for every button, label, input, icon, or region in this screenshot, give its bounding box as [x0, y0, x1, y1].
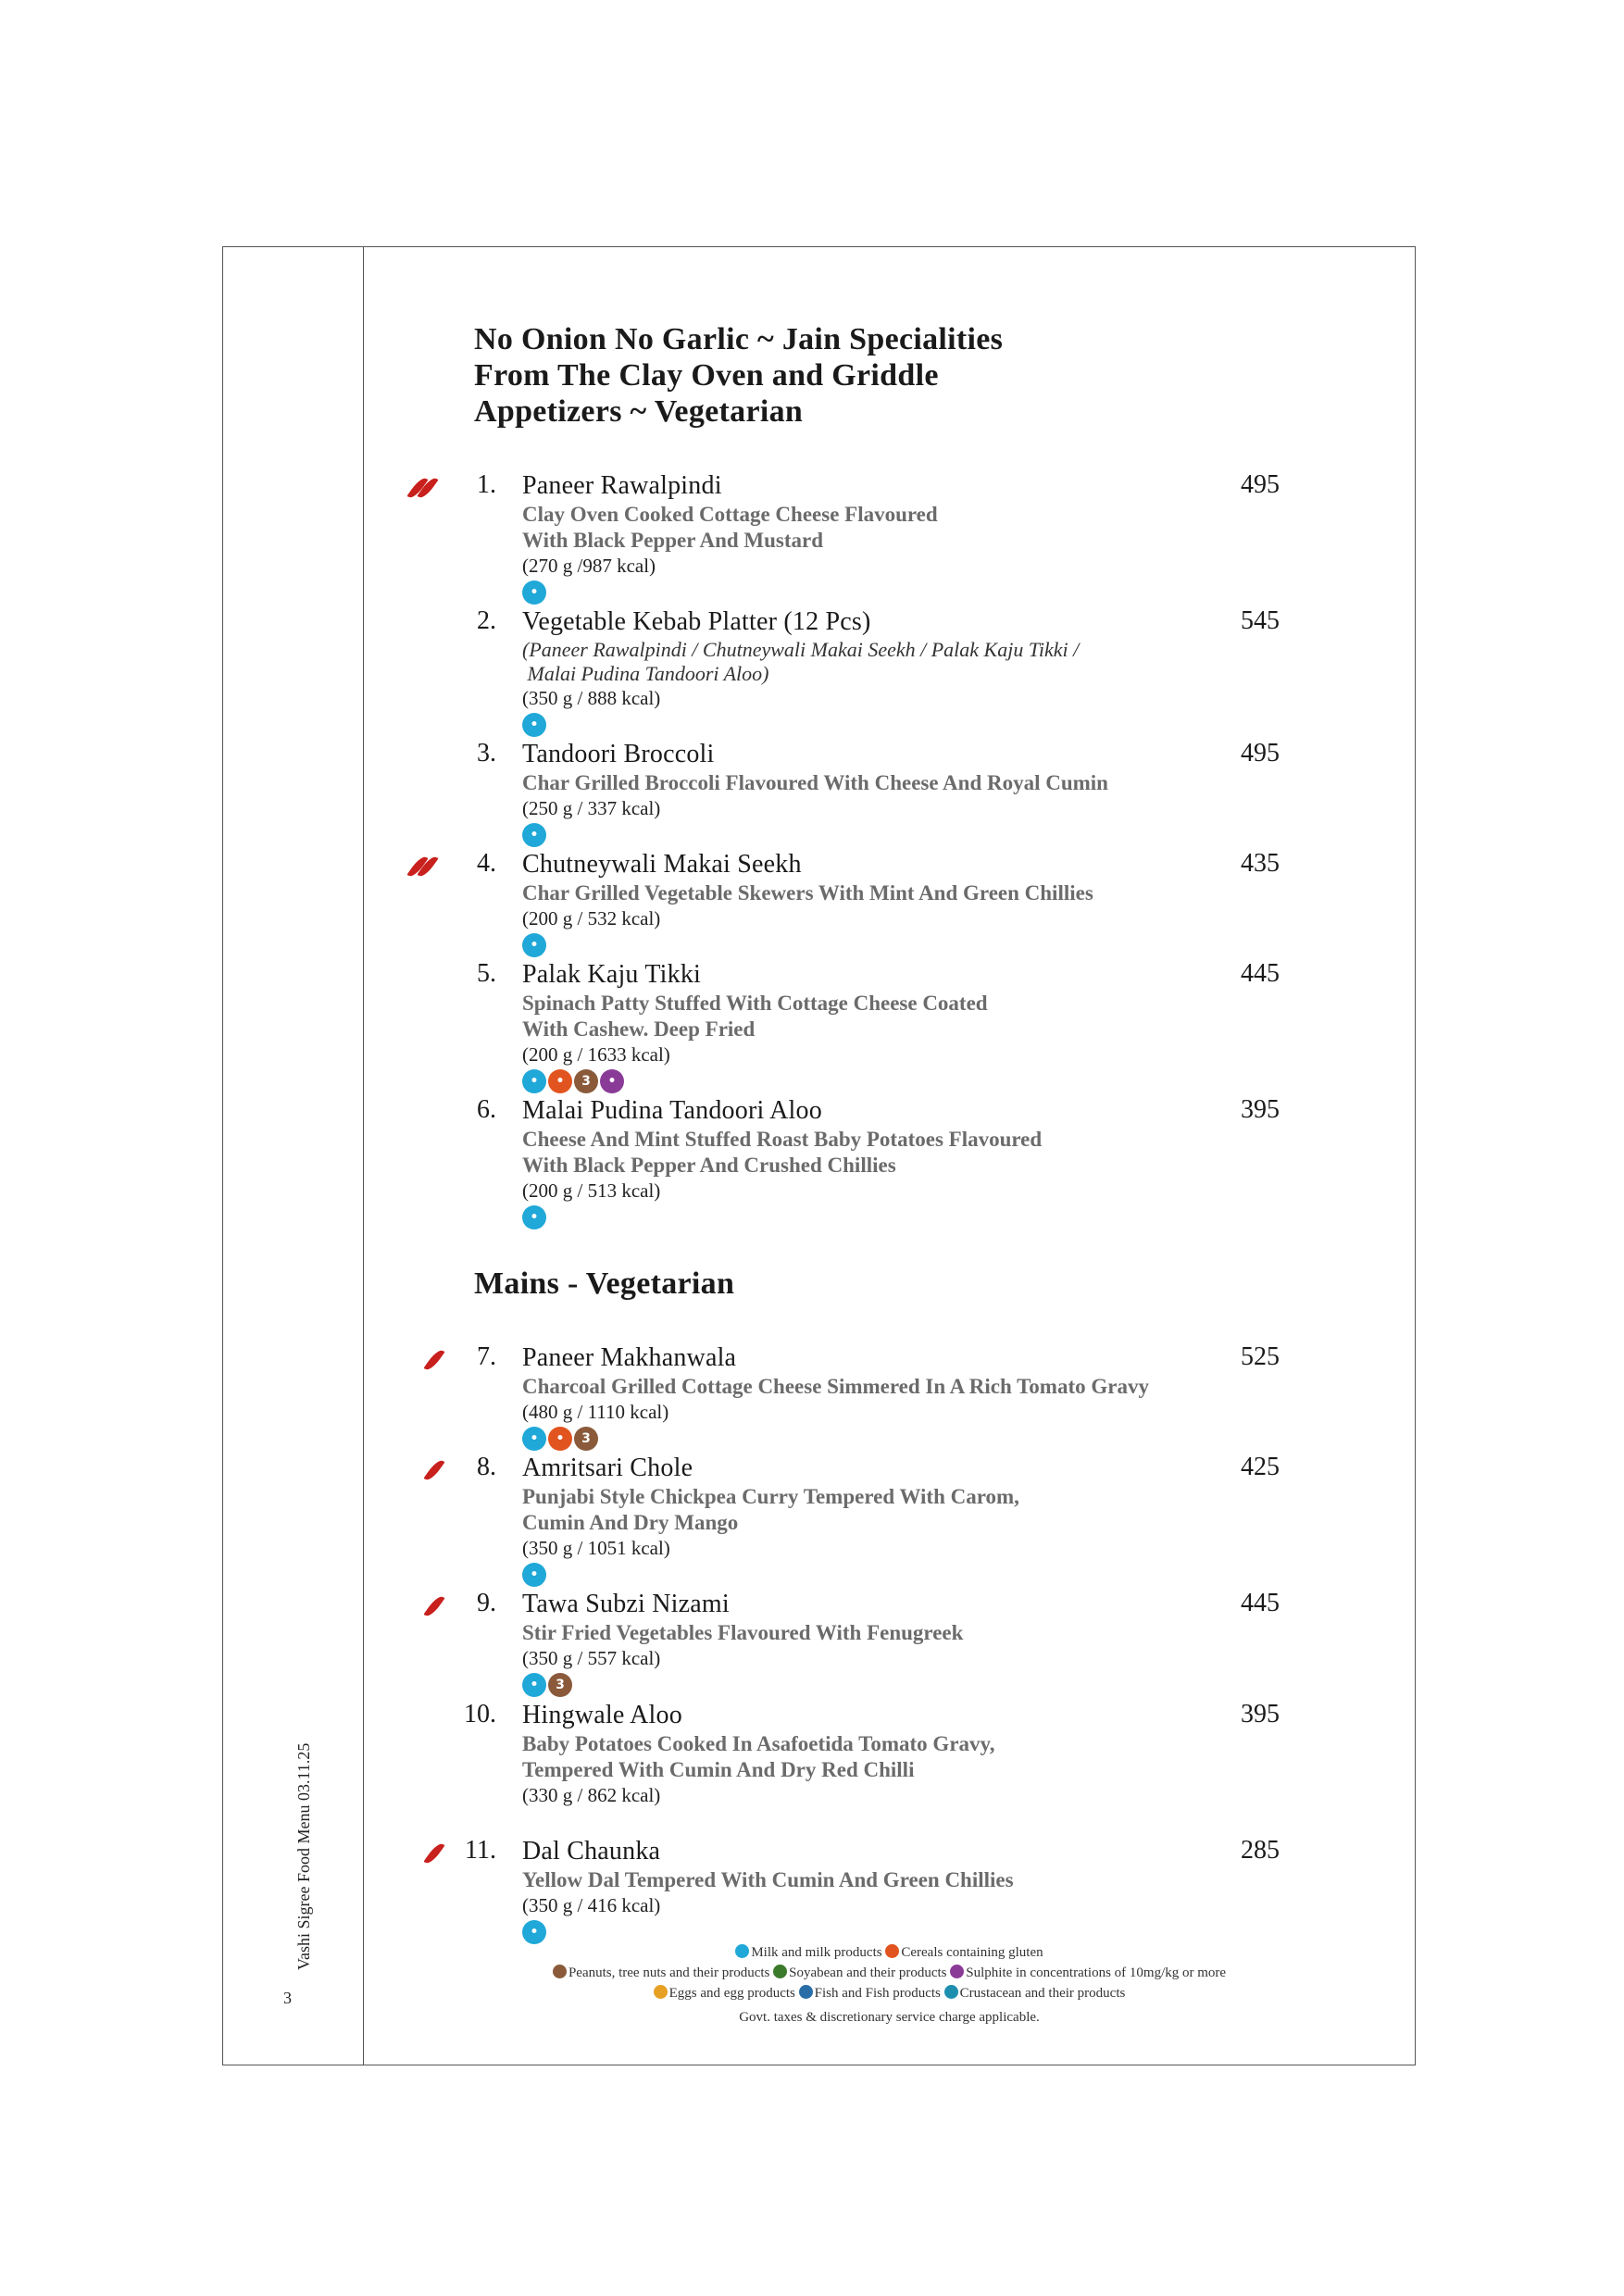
item-description-2: With Black Pepper And Crushed Chillies: [522, 1154, 896, 1177]
item-portion-calories: (480 g / 1110 kcal): [522, 1401, 669, 1423]
item-portion-calories: (350 g / 416 kcal): [522, 1894, 661, 1916]
item-description: Punjabi Style Chickpea Curry Tempered With Carom,: [522, 1485, 1019, 1508]
milk-icon: •: [522, 823, 546, 847]
item-description: Char Grilled Broccoli Flavoured With Cheese And Royal Cumin: [522, 771, 1108, 794]
item-number: 8.: [477, 1453, 496, 1481]
item-description: Charcoal Grilled Cottage Cheese Simmered In A Rich Tomato Gravy: [522, 1375, 1149, 1398]
nuts-icon: [553, 1965, 567, 1978]
allergen-icons: [522, 1673, 1244, 1697]
item-name: Tawa Subzi Nizami: [522, 1590, 730, 1618]
item-number: 1.: [477, 470, 496, 499]
item-description-2: Cumin And Dry Mango: [522, 1511, 739, 1534]
item-number: 7.: [477, 1342, 496, 1371]
heading-mains: Mains - Vegetarian: [474, 1267, 735, 1301]
sulphite-icon: •: [600, 1069, 624, 1093]
milk-icon: •: [522, 1563, 546, 1587]
item-portion-calories: (350 g / 1051 kcal): [522, 1537, 670, 1559]
item-name: Malai Pudina Tandoori Aloo: [522, 1096, 822, 1125]
item-name: Tandoori Broccoli: [522, 740, 715, 768]
item-body: [522, 1342, 1244, 1451]
soy-icon: [773, 1965, 787, 1978]
milk-icon: [735, 1944, 749, 1958]
item-price: 495: [1241, 470, 1280, 499]
gluten-icon: •: [548, 1427, 572, 1451]
item-price: 425: [1241, 1453, 1280, 1481]
item-description: (Paneer Rawalpindi / Chutneywali Makai Seekh / Palak Kaju Tikki /: [522, 638, 1080, 661]
item-description-2: Malai Pudina Tandoori Aloo): [522, 662, 769, 685]
item-description: Spinach Patty Stuffed With Cottage Cheese Coated: [522, 992, 988, 1015]
egg-icon: [654, 1985, 668, 1999]
item-description: Cheese And Mint Stuffed Roast Baby Potatoes Flavoured: [522, 1128, 1043, 1151]
item-body: [522, 606, 1244, 737]
item-name: Chutneywali Makai Seekh: [522, 850, 802, 879]
nuts-icon: 3: [574, 1427, 598, 1451]
legend-sulphite: Sulphite in concentrations of 10mg/kg or more: [966, 1965, 1227, 1980]
item-portion-calories: (200 g / 532 kcal): [522, 907, 661, 930]
legend-line-1: [363, 1942, 1416, 1963]
item-body: [522, 1095, 1244, 1229]
item-description: Stir Fried Vegetables Flavoured With Fenugreek: [522, 1621, 964, 1644]
item-number: 9.: [477, 1589, 496, 1617]
item-portion-calories: (330 g / 862 kcal): [522, 1784, 661, 1806]
item-portion-calories: (350 g / 557 kcal): [522, 1647, 661, 1669]
item-name: Paneer Makhanwala: [522, 1343, 737, 1372]
item-name: Dal Chaunka: [522, 1837, 661, 1866]
heading-appetizers: Appetizers ~ Vegetarian: [474, 394, 804, 429]
item-price: 395: [1241, 1095, 1280, 1124]
menu-footer-text: Vashi Sigree Food Menu 03.11.25: [294, 1742, 313, 1970]
item-portion-calories: (250 g / 337 kcal): [522, 797, 661, 819]
legend-soy: Soyabean and their products: [789, 1965, 947, 1980]
taxes-note: Govt. taxes & discretionary service charge applicable.: [739, 2010, 1040, 2025]
item-price: 525: [1241, 1342, 1280, 1371]
milk-icon: •: [522, 580, 546, 605]
item-body: [522, 1836, 1244, 1944]
allergen-icons: [522, 1563, 1244, 1587]
item-number: 11.: [465, 1836, 496, 1865]
allergen-icons: [522, 713, 1244, 737]
item-number: 4.: [477, 849, 496, 878]
allergen-legend: [363, 1942, 1416, 2028]
milk-icon: •: [522, 1069, 546, 1093]
item-price: 285: [1241, 1836, 1280, 1865]
item-body: [522, 1589, 1244, 1697]
allergen-icons: [522, 580, 1244, 605]
item-body: [522, 849, 1244, 957]
item-body: [522, 1700, 1244, 1807]
item-description-2: With Cashew. Deep Fried: [522, 1017, 756, 1041]
heading-jain-specialities: No Onion No Garlic ~ Jain Specialities: [474, 322, 1004, 356]
milk-icon: •: [522, 1427, 546, 1451]
item-name: Palak Kaju Tikki: [522, 960, 702, 989]
item-portion-calories: (200 g / 513 kcal): [522, 1179, 661, 1202]
allergen-icons: [522, 1427, 1244, 1451]
legend-line-3: [363, 1983, 1416, 2003]
allergen-icons: [522, 1920, 1244, 1944]
item-number: 10.: [464, 1700, 496, 1728]
milk-icon: •: [522, 1673, 546, 1697]
milk-icon: •: [522, 933, 546, 957]
gluten-icon: •: [548, 1069, 572, 1093]
legend-milk: Milk and milk products: [751, 1945, 882, 1960]
nuts-icon: 3: [548, 1673, 572, 1697]
legend-crustacean: Crustacean and their products: [959, 1986, 1126, 2001]
item-description-2: Tempered With Cumin And Dry Red Chilli: [522, 1758, 915, 1781]
allergen-icons: [522, 823, 1244, 847]
item-description: Char Grilled Vegetable Skewers With Mint And Green Chillies: [522, 881, 1093, 905]
item-portion-calories: (200 g / 1633 kcal): [522, 1043, 670, 1066]
item-body: [522, 739, 1244, 847]
item-description: Clay Oven Cooked Cottage Cheese Flavoured: [522, 503, 938, 526]
item-name: Amritsari Chole: [522, 1454, 693, 1482]
item-name: Paneer Rawalpindi: [522, 471, 722, 500]
item-number: 2.: [477, 606, 496, 635]
item-price: 445: [1241, 1589, 1280, 1617]
heading-clay-oven: From The Clay Oven and Griddle: [474, 358, 939, 393]
nuts-icon: 3: [574, 1069, 598, 1093]
item-number: 5.: [477, 959, 496, 988]
item-body: [522, 470, 1244, 605]
gluten-icon: [885, 1944, 899, 1958]
item-name: Vegetable Kebab Platter (12 Pcs): [522, 607, 871, 636]
item-portion-calories: (270 g /987 kcal): [522, 555, 656, 577]
item-number: 3.: [477, 739, 496, 767]
legend-fish: Fish and Fish products: [814, 1986, 941, 2001]
crustacean-icon: [944, 1985, 958, 1999]
item-description: Baby Potatoes Cooked In Asafoetida Tomato Gravy,: [522, 1732, 995, 1755]
item-description-2: With Black Pepper And Mustard: [522, 529, 824, 552]
item-portion-calories: (350 g / 888 kcal): [522, 687, 661, 709]
milk-icon: •: [522, 1920, 546, 1944]
sulphite-icon: [950, 1965, 964, 1978]
item-name: Hingwale Aloo: [522, 1701, 682, 1729]
item-price: 435: [1241, 849, 1280, 878]
legend-line-2: [363, 1963, 1416, 1983]
milk-icon: •: [522, 1205, 546, 1229]
item-body: [522, 959, 1244, 1093]
allergen-icons: [522, 1205, 1244, 1229]
item-body: [522, 1453, 1244, 1587]
item-price: 545: [1241, 606, 1280, 635]
legend-gluten: Cereals containing gluten: [901, 1945, 1043, 1960]
legend-egg: Eggs and egg products: [668, 1986, 795, 2001]
allergen-icons: [522, 933, 1244, 957]
item-price: 395: [1241, 1700, 1280, 1728]
item-price: 445: [1241, 959, 1280, 988]
item-description: Yellow Dal Tempered With Cumin And Green Chillies: [522, 1868, 1014, 1891]
allergen-icons: [522, 1069, 1244, 1093]
page-number: 3: [283, 1989, 292, 2007]
item-price: 495: [1241, 739, 1280, 767]
item-number: 6.: [477, 1095, 496, 1124]
gutter-divider: [363, 246, 364, 2065]
fish-icon: [799, 1985, 813, 1999]
milk-icon: •: [522, 713, 546, 737]
legend-nuts: Peanuts, tree nuts and their products: [568, 1965, 770, 1980]
